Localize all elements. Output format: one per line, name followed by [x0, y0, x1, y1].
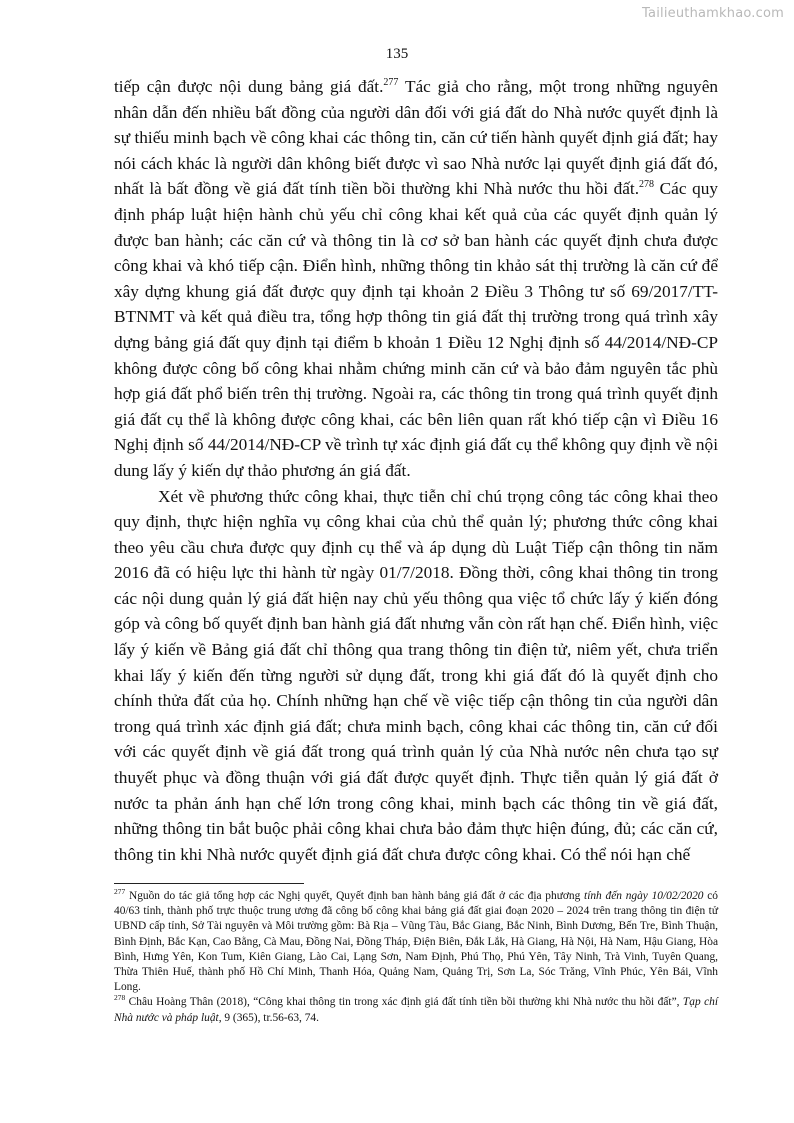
paragraph-2: Xét về phương thức công khai, thực tiễn chỉ chú trọng công tác công khai theo quy định, thực hiện nghĩa vụ công khai của chủ thể quản lý; phương thức công khai theo yêu cầu chưa được quy định cụ thể và áp dụng dù Luật Tiếp cận thông tin năm 2016 đã có hiệu lực thi hành từ ngày 01/7/2018. Đồng thời, công khai thông tin trong các nội dung quản lý giá đất hiện nay chủ yếu thông qua việc tổ chức lấy ý kiến đóng góp và công bố quyết định ban hành giá đất nhưng vẫn còn rất hạn chế. Điển hình, việc lấy ý kiến về Bảng giá đất chỉ thông qua trang thông tin điện tử, niêm yết, chưa triển khai lấy ý kiến đến từng người sử dụng đất, trong khi giá đất đó là quyết định cho chính thửa đất của họ. Chính những hạn chế về việc tiếp cận thông tin của người dân trong quá trình xác định giá đất; chưa minh bạch, công khai các thông tin, căn cứ đối với các quyết định về giá đất trong quá trình quản lý của Nhà nước nên chưa tạo sự thuyết phục và đồng thuận với giá đất được quyết định. Thực tiễn quản lý giá đất ở nước ta phản ánh hạn chế lớn trong công khai, minh bạch các thông tin về giá đất, những thông tin bắt buộc phải công khai chưa bảo đảm thực hiện đúng, đủ; các căn cứ, thông tin khi Nhà nước quyết định giá đất chưa được công khai. Có thể nói hạn chế [114, 486, 718, 864]
page-number: 135 [385, 46, 409, 62]
footnote-italic: tính đến ngày 10/02/2020 [584, 890, 704, 902]
footnotes [114, 889, 718, 1026]
paragraph-1-part-2: Tác giả cho rằng, một trong những nguyên nhân dẫn đến nhiều bất đồng của người dân đối với giá đất do Nhà nước quyết định là sự thiếu minh bạch về công khai các thông tin, căn cứ tiến hành quyết định giá đất; hay nói cách khác là người dân không biết được vì sao Nhà nước lại quyết định giá đất đó, nhất là bất đồng về giá đất tính tiền bồi thường khi Nhà nước thu hồi đất. [114, 77, 718, 199]
watermark: Tailieuthamkhao.com [642, 6, 784, 21]
body-text [114, 74, 718, 867]
footnote-text: có 40/63 tỉnh, thành phố trực thuộc trung ương đã công bố công khai bảng giá đất giai đoạn 2020 – 2024 trên trang thông tin điện tử UBND cấp tỉnh, Sở Tài nguyên và Môi trường gồm: Bà Rịa – Vũng Tàu, Bắc Giang, Bắc Ninh, Bình Dương, Bến Tre, Bình Thuận, Bình Định, Bắc Kạn, Cao Bằng, Cà Mau, Đồng Nai, Đồng Tháp, Điện Biên, Đắk Lắk, Hà Giang, Hà Nội, Hà Nam, Hậu Giang, Hòa Bình, Hưng Yên, Kon Tum, Kiên Giang, Lào Cai, Lạng Sơn, Nam Định, Phú Thọ, Phú Yên, Tây Ninh, Trà Vinh, Tuyên Quang, Thừa Thiên Huế, thành phố Hồ Chí Minh, Thanh Hóa, Quảng Nam, Quảng Trị, Sơn La, Sóc Trăng, Vĩnh Phúc, Yên Bái, Vĩnh Long. [114, 890, 718, 994]
footnote-number: 278 [114, 993, 126, 1003]
footnote-278 [114, 995, 718, 1025]
paragraph-1-part-3: Các quy định pháp luật hiện hành chủ yếu chỉ công khai kết quả của các quyết định quản lý được ban hành; các căn cứ và thông tin là cơ sở ban hành các quyết định chưa được công khai và khó tiếp cận. Điển hình, những thông tin khảo sát thị trường là căn cứ để xây dựng khung giá đất được quy định tại khoản 2 Điều 3 Thông tư số 69/2017/TT-BTNMT và kết quả điều tra, tổng hợp thông tin giá đất thị trường trong quá trình xây dựng bảng giá đất quy định tại điểm b khoản 1 Điều 12 Nghị định số 44/2014/NĐ-CP không được công bố công khai nhằm chứng minh căn cứ và bảo đảm nguyên tắc phù hợp giá đất phổ biến trên thị trường. Ngoài ra, các thông tin trong quá trình quyết định giá đất cụ thể là không được công khai, các bên liên quan rất khó tiếp cận vì Điều 16 Nghị định số 44/2014/NĐ-CP về trình tự xác định giá đất cụ thể không quy định về nội dung lấy ý kiến dự thảo phương án giá đất. [114, 179, 718, 480]
footnote-number: 277 [114, 887, 126, 897]
paragraph-1-part-1: tiếp cận được nội dung bảng giá đất. [114, 77, 384, 96]
footnote-ref-277[interactable]: 277 [383, 77, 399, 89]
paragraph-1 [114, 74, 718, 484]
footnote-text: , 9 (365), tr.56-63, 74. [218, 1011, 319, 1024]
footnote-ref-278[interactable]: 278 [639, 179, 655, 191]
footnote-italic: Tạp chí Nhà nước và pháp luật [114, 996, 718, 1024]
footnote-divider [114, 883, 304, 884]
footnote-277 [114, 889, 718, 995]
footnote-text: Châu Hoàng Thân (2018), “Công khai thông tin trong xác định giá đất tính tiền bồi thường khi Nhà nước thu hồi đất”, [125, 996, 683, 1009]
footnote-text: Nguồn do tác giả tổng hợp các Nghị quyết, Quyết định ban hành bảng giá đất ở các địa phương [125, 890, 585, 902]
